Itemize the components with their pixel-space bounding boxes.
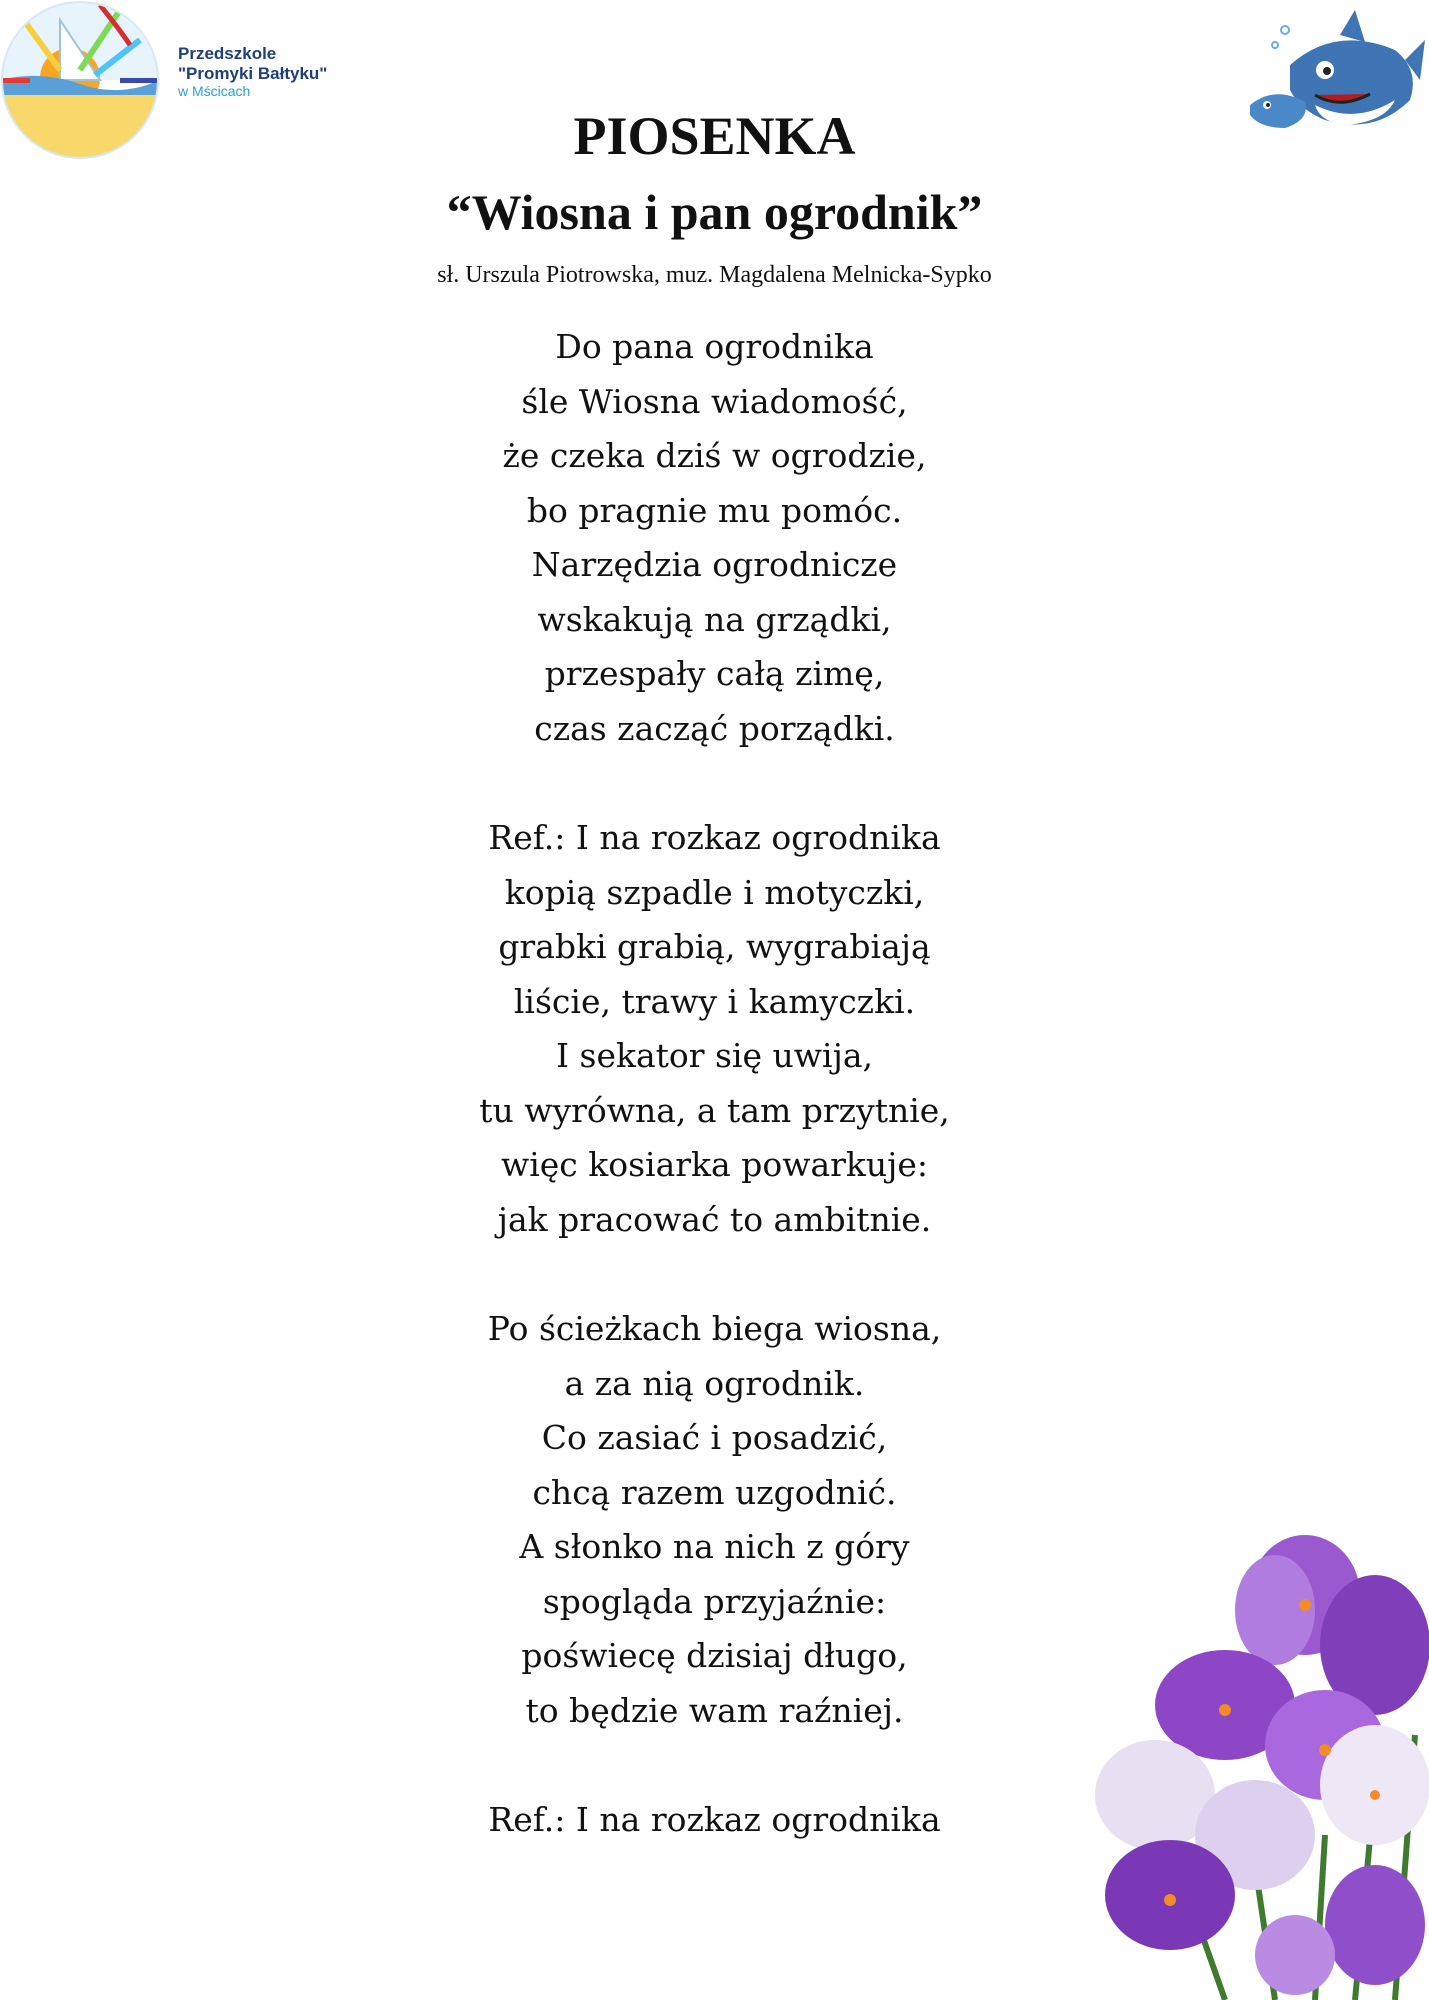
lyric-line: Ref.: I na rozkaz ogrodnika — [488, 1800, 941, 1839]
brand-line-3: w Mścicach — [178, 83, 251, 100]
page-title: PIOSENKA — [573, 106, 856, 166]
stanza — [0, 811, 1429, 1247]
lyric-line: tu wyrówna, a tam przytnie, — [479, 1090, 950, 1130]
lyric-line: I sekator się uwija, — [555, 1036, 873, 1075]
lyric-line: czas zacząć porządki. — [534, 708, 895, 748]
song-credits: sł. Urszula Piotrowska, muz. Magdalena Melnicka-Sypko — [437, 262, 992, 288]
lyric-line: Ref.: I na rozkaz ogrodnika — [488, 818, 941, 857]
lyric-line: Do pana ogrodnika — [555, 327, 874, 366]
lyric-line: bo pragnie mu pomóc. — [526, 490, 903, 530]
lyric-line: więc kosiarka powarkuje: — [500, 1145, 929, 1184]
lyric-line: przespały całą zimę, — [544, 654, 885, 693]
lyric-line: chcą razem uzgodnić. — [532, 1472, 897, 1512]
stanza — [0, 320, 1429, 756]
lyric-line: że czeka dziś w ogrodzie, — [502, 436, 927, 475]
lyric-line: to będzie wam raźniej. — [525, 1690, 904, 1730]
lyric-line: a za nią ogrodnik. — [564, 1363, 865, 1403]
kindergarten-name — [178, 44, 327, 99]
lyric-line: poświecę dzisiaj długo, — [521, 1636, 908, 1675]
lyric-line: śle Wiosna wiadomość, — [521, 381, 908, 421]
lyric-line: jak pracować to ambitnie. — [497, 1199, 932, 1239]
lyric-line: Co zasiać i posadzić, — [541, 1418, 888, 1457]
lyric-line: wskakują na grządki, — [537, 599, 892, 639]
lyric-line: liście, trawy i kamyczki. — [513, 981, 916, 1021]
brand-line-2: "Promyki Bałtyku" — [178, 63, 328, 83]
lyric-line: A słonko na nich z góry — [519, 1527, 910, 1566]
lyric-line: Po ścieżkach biega wiosna, — [487, 1309, 942, 1348]
song-title: “Wiosna i pan ogrodnik” — [446, 184, 983, 240]
lyric-line: Narzędzia ogrodnicze — [531, 545, 898, 584]
crocus-flowers-icon — [1075, 1535, 1429, 2000]
lyric-line: grabki grabią, wygrabiają — [498, 927, 931, 966]
brand-line-1: Przedszkole — [178, 44, 277, 63]
lyric-line: kopią szpadle i motyczki, — [504, 872, 925, 912]
lyric-line: spogląda przyjaźnie: — [542, 1581, 887, 1621]
